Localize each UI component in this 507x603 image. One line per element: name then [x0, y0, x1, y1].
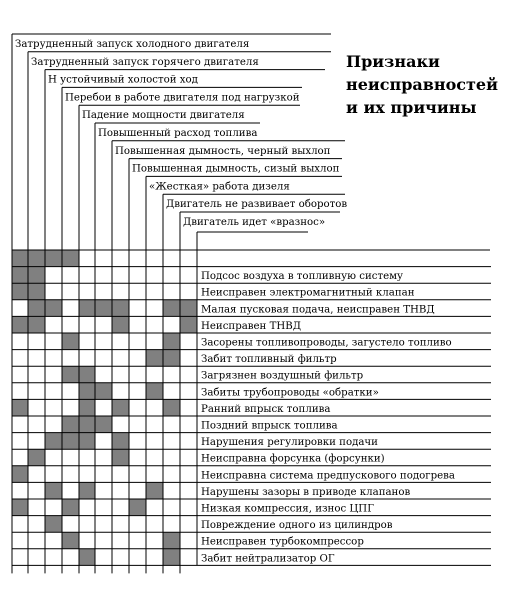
matrix-cell-filled	[79, 549, 95, 566]
matrix-cell-filled	[45, 433, 62, 450]
matrix-cell-filled	[12, 267, 28, 284]
cause-label: Низкая компрессия, износ ЦПГ	[201, 503, 374, 515]
cause-label: Подсос воздуха в топливную систему	[201, 271, 404, 283]
matrix-cell-filled	[12, 283, 28, 300]
symptom-label: «Жесткая» работа дизеля	[149, 181, 290, 193]
matrix-cell-filled	[79, 433, 95, 450]
symptom-label: Повышенная дымность, сизый выхлоп	[132, 163, 340, 175]
matrix-cell-filled	[129, 499, 146, 516]
cause-label: Неисправен электромагнитный клапан	[201, 287, 415, 299]
cause-label: Загрязнен воздушный фильтр	[201, 370, 364, 382]
cause-label: Забит топливный фильтр	[201, 354, 337, 366]
matrix-cell-filled	[163, 300, 180, 317]
chart-title	[346, 50, 504, 119]
matrix-cell-filled	[95, 383, 112, 400]
symptom-label: Затрудненный запуск горячего двигателя	[31, 56, 259, 68]
title-line-2: неисправностей	[346, 75, 498, 94]
matrix-cell-filled	[45, 250, 62, 267]
symptom-label: Повышенная дымность, черный выхлоп	[115, 145, 331, 157]
matrix-cell-filled	[45, 482, 62, 499]
matrix-cell-filled	[28, 300, 45, 317]
symptom-label: Двигатель идет «вразнос»	[183, 217, 326, 228]
matrix-cell-filled	[45, 516, 62, 533]
matrix-cell-filled	[95, 300, 112, 317]
matrix-cell-filled	[95, 416, 112, 433]
matrix-cell-filled	[28, 283, 45, 300]
cause-label: Малая пусковая подача, неисправен ТНВД	[201, 304, 435, 316]
matrix-cell-filled	[12, 499, 28, 516]
cause-label: Нарушения регулировки подачи	[201, 437, 378, 449]
matrix-cell-filled	[163, 350, 180, 367]
cause-label: Засорены топливопроводы, загустело топливо	[201, 337, 452, 349]
matrix-cell-filled	[79, 482, 95, 499]
matrix-cell-filled	[62, 250, 79, 267]
matrix-cell-filled	[12, 316, 28, 333]
symptom-label: Падение мощности двигателя	[82, 110, 245, 122]
matrix-cell-filled	[62, 433, 79, 450]
cause-label: Неисправна форсунка (форсунки)	[201, 453, 385, 465]
matrix-cell-filled	[12, 250, 28, 267]
symptom-label: Затрудненный запуск холодного двигателя	[15, 39, 250, 50]
matrix-cell-filled	[79, 300, 95, 317]
matrix-cell-filled	[163, 532, 180, 549]
symptom-label: Перебои в работе двигателя под нагрузкой	[65, 92, 300, 104]
matrix-cell-filled	[62, 366, 79, 383]
matrix-cell-filled	[79, 416, 95, 433]
cause-label: Нарушены зазоры в приводе клапанов	[201, 486, 411, 498]
matrix-cell-filled	[28, 449, 45, 466]
matrix-cell-filled	[62, 499, 79, 516]
matrix-cell-filled	[62, 333, 79, 350]
matrix-cell-filled	[12, 466, 28, 483]
matrix-cell-filled	[163, 333, 180, 350]
cause-label: Ранний впрыск топлива	[201, 403, 331, 415]
matrix-cell-filled	[12, 399, 28, 416]
matrix-cell-filled	[112, 316, 129, 333]
matrix-cell-filled	[62, 532, 79, 549]
matrix-cell-filled	[180, 316, 197, 333]
matrix-cell-filled	[180, 300, 197, 317]
title-line-3: и их причины	[346, 98, 477, 117]
cause-label: Поздний впрыск топлива	[201, 420, 338, 432]
matrix-cell-filled	[163, 399, 180, 416]
cause-label: Неисправен ТНВД	[201, 320, 302, 332]
matrix-cell-filled	[79, 366, 95, 383]
symptom-label: Повышенный расход топлива	[98, 128, 258, 139]
cause-list	[201, 271, 455, 564]
matrix-cell-filled	[146, 383, 163, 400]
cause-label: Неисправна система предпускового подогрева	[201, 470, 455, 482]
matrix-cell-filled	[112, 300, 129, 317]
symptom-label: Двигатель не развивает оборотов	[166, 199, 348, 211]
matrix-cell-filled	[45, 300, 62, 317]
matrix-cell-filled	[146, 482, 163, 499]
matrix-cell-filled	[79, 399, 95, 416]
matrix-cell-filled	[112, 399, 129, 416]
matrix-cell-filled	[28, 250, 45, 267]
cause-label: Повреждение одного из цилиндров	[201, 520, 393, 532]
cause-label: Неисправен турбокомпрессор	[201, 536, 364, 548]
symptom-label: Н устойчивый холостой ход	[48, 74, 198, 86]
matrix-cell-filled	[62, 416, 79, 433]
matrix-cell-filled	[146, 350, 163, 367]
matrix-cell-filled	[112, 433, 129, 450]
matrix-cell-filled	[163, 549, 180, 566]
cause-label: Забит нейтрализатор ОГ	[201, 553, 335, 565]
matrix-cell-filled	[112, 449, 129, 466]
matrix-cell-filled	[28, 267, 45, 284]
matrix-cell-filled	[28, 316, 45, 333]
cause-label: Забиты трубопроводы «обратки»	[201, 387, 379, 399]
matrix-cell-filled	[79, 383, 95, 400]
title-line-1: Признаки	[346, 52, 440, 71]
